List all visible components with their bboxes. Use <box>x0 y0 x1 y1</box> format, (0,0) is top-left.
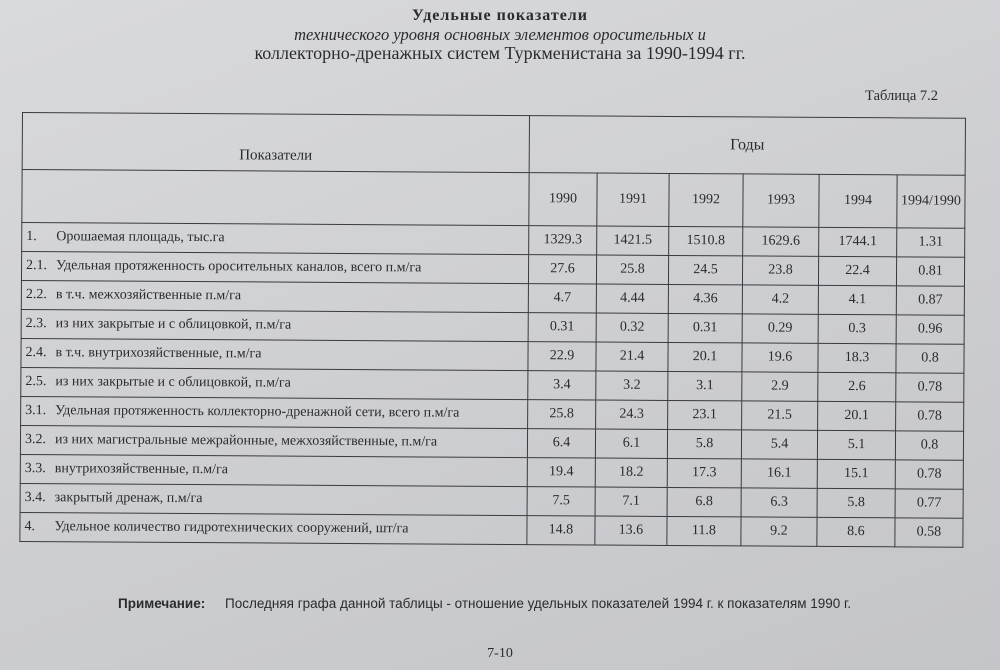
row-label <box>20 512 527 544</box>
title-line-1: Удельные показатели <box>411 7 588 24</box>
value-cell: 0.32 <box>596 313 668 342</box>
value-cell: 20.1 <box>668 342 742 371</box>
header-spacer <box>22 170 529 226</box>
page-title <box>0 6 1000 63</box>
row-label <box>20 425 527 457</box>
value-cell: 1421.5 <box>597 226 669 255</box>
ratio-cell: 0.78 <box>896 373 964 402</box>
value-cell: 5.1 <box>817 430 895 459</box>
value-cell: 9.2 <box>741 517 817 546</box>
value-cell: 23.8 <box>742 256 818 285</box>
value-cell: 25.8 <box>596 255 668 284</box>
value-cell: 18.3 <box>818 343 896 372</box>
row-number: 2.4. <box>25 345 47 361</box>
header-row <box>22 113 965 176</box>
row-label-text: Удельная протяженность коллекторно-дренажной сети, всего п.м/га <box>55 403 460 421</box>
row-label-text: из них закрытые и с облицовкой, п.м/га <box>55 374 291 391</box>
note-label: Примечание: <box>118 596 206 611</box>
value-cell: 2.6 <box>818 372 896 401</box>
year-header-row <box>22 170 965 229</box>
row-label-text: из них закрытые и с облицовкой, п.м/га <box>55 316 292 333</box>
year-header: 1990 <box>529 173 597 226</box>
row-number: 2.3. <box>25 316 47 332</box>
ratio-cell: 0.77 <box>895 489 963 518</box>
row-label-text: закрытый дренаж, п.м/га <box>54 490 203 507</box>
row-number: 3.2. <box>24 432 47 448</box>
year-header: 1991 <box>597 173 669 226</box>
value-cell: 17.3 <box>667 458 741 487</box>
value-cell: 0.3 <box>818 314 896 343</box>
row-label <box>20 454 527 486</box>
page-number: 7-10 <box>487 646 513 661</box>
value-cell: 6.8 <box>667 487 741 516</box>
value-cell: 3.1 <box>668 371 742 400</box>
value-cell: 4.36 <box>668 284 742 313</box>
value-cell: 3.2 <box>596 371 668 400</box>
value-cell: 5.4 <box>741 430 817 459</box>
title-line-2: технического уровня основных элементов оросительных и <box>294 25 706 44</box>
row-number: 2.5. <box>25 374 47 390</box>
value-cell: 24.5 <box>668 255 742 284</box>
value-cell: 19.6 <box>742 343 818 372</box>
value-cell: 19.4 <box>527 458 595 487</box>
title-line-3: коллекторно-дренажных систем Туркменистана за 1990-1994 гг. <box>254 43 746 63</box>
value-cell: 3.4 <box>528 371 596 400</box>
row-number: 2.2. <box>25 287 47 303</box>
value-cell: 4.1 <box>818 285 896 314</box>
row-label <box>21 309 528 341</box>
value-cell: 22.9 <box>528 342 596 371</box>
data-table <box>19 112 966 548</box>
value-cell: 20.1 <box>818 401 896 430</box>
value-cell: 24.3 <box>596 400 668 429</box>
year-header: 1994 <box>819 174 897 227</box>
ratio-cell: 0.58 <box>895 518 963 547</box>
value-cell: 15.1 <box>817 459 895 488</box>
row-label <box>21 252 528 284</box>
value-cell: 6.4 <box>527 429 595 458</box>
note-text: Последняя графа данной таблицы - отношение удельных показателей 1994 г. к показателям 1990 г. <box>224 596 852 611</box>
ratio-cell: 0.87 <box>896 286 964 315</box>
ratio-cell: 0.78 <box>896 402 964 431</box>
row-number: 2.1. <box>26 258 48 274</box>
ratio-header: 1994/1990 <box>897 175 965 228</box>
value-cell: 0.31 <box>528 313 596 342</box>
ratio-cell: 0.81 <box>896 257 964 286</box>
value-cell: 22.4 <box>818 256 896 285</box>
row-label <box>21 280 528 312</box>
year-header: 1993 <box>743 174 819 227</box>
value-cell: 27.6 <box>528 255 596 284</box>
row-label-text: Удельная протяженность оросительных каналов, всего п.м/га <box>56 258 422 276</box>
ratio-cell: 1.31 <box>897 228 965 257</box>
value-cell: 5.8 <box>817 488 895 517</box>
row-label-text: Удельное количество гидротехнических сооружений, шт/га <box>54 519 409 537</box>
value-cell: 13.6 <box>595 516 667 545</box>
value-cell: 14.8 <box>527 516 595 545</box>
value-cell: 5.8 <box>667 429 741 458</box>
value-cell: 18.2 <box>595 458 667 487</box>
row-label-text: в т.ч. внутрихозяйственные, п.м/га <box>55 345 262 362</box>
value-cell: 8.6 <box>817 517 895 546</box>
value-cell: 21.4 <box>596 342 668 371</box>
ratio-cell: 0.96 <box>896 315 964 344</box>
row-label-text: Орошаемая площадь, тыс.га <box>56 229 225 246</box>
value-cell: 6.3 <box>741 488 817 517</box>
ratio-cell: 0.8 <box>895 431 963 460</box>
value-cell: 7.1 <box>595 487 667 516</box>
value-cell: 7.5 <box>527 487 595 516</box>
table-row <box>20 512 963 547</box>
row-label-text: в т.ч. межхозяйственные п.м/га <box>55 287 242 304</box>
value-cell: 16.1 <box>741 459 817 488</box>
row-label <box>20 483 527 515</box>
row-number: 1. <box>26 229 37 245</box>
row-number: 3.4. <box>24 490 46 506</box>
value-cell: 0.29 <box>742 314 818 343</box>
row-label <box>21 396 528 428</box>
ratio-cell: 0.8 <box>896 344 964 373</box>
row-label <box>21 338 528 370</box>
value-cell: 4.2 <box>742 285 818 314</box>
footnote <box>118 596 851 611</box>
value-cell: 6.1 <box>595 429 667 458</box>
row-label-text: внутрихозяйственные, п.м/га <box>54 461 229 478</box>
header-indicator: Показатели <box>22 113 529 173</box>
value-cell: 23.1 <box>668 400 742 429</box>
header-years: Годы <box>529 116 965 176</box>
ratio-cell: 0.78 <box>895 460 963 489</box>
row-number: 3.3. <box>24 461 46 477</box>
row-label <box>22 223 529 255</box>
year-header: 1992 <box>669 173 743 226</box>
value-cell: 0.31 <box>668 313 742 342</box>
row-number: 4. <box>24 519 36 535</box>
value-cell: 2.9 <box>742 372 818 401</box>
value-cell: 1629.6 <box>743 227 819 256</box>
value-cell: 4.7 <box>528 284 596 313</box>
row-number: 3.1. <box>25 403 47 419</box>
value-cell: 21.5 <box>742 401 818 430</box>
row-label-text: из них магистральные межрайонные, межхозяйственные, п.м/га <box>54 432 438 450</box>
value-cell: 11.8 <box>667 516 741 545</box>
table-number: Таблица 7.2 <box>865 88 938 104</box>
row-label <box>21 367 528 399</box>
value-cell: 1329.3 <box>529 226 597 255</box>
value-cell: 4.44 <box>596 284 668 313</box>
value-cell: 1744.1 <box>819 227 897 256</box>
value-cell: 1510.8 <box>669 226 743 255</box>
value-cell: 25.8 <box>528 400 596 429</box>
